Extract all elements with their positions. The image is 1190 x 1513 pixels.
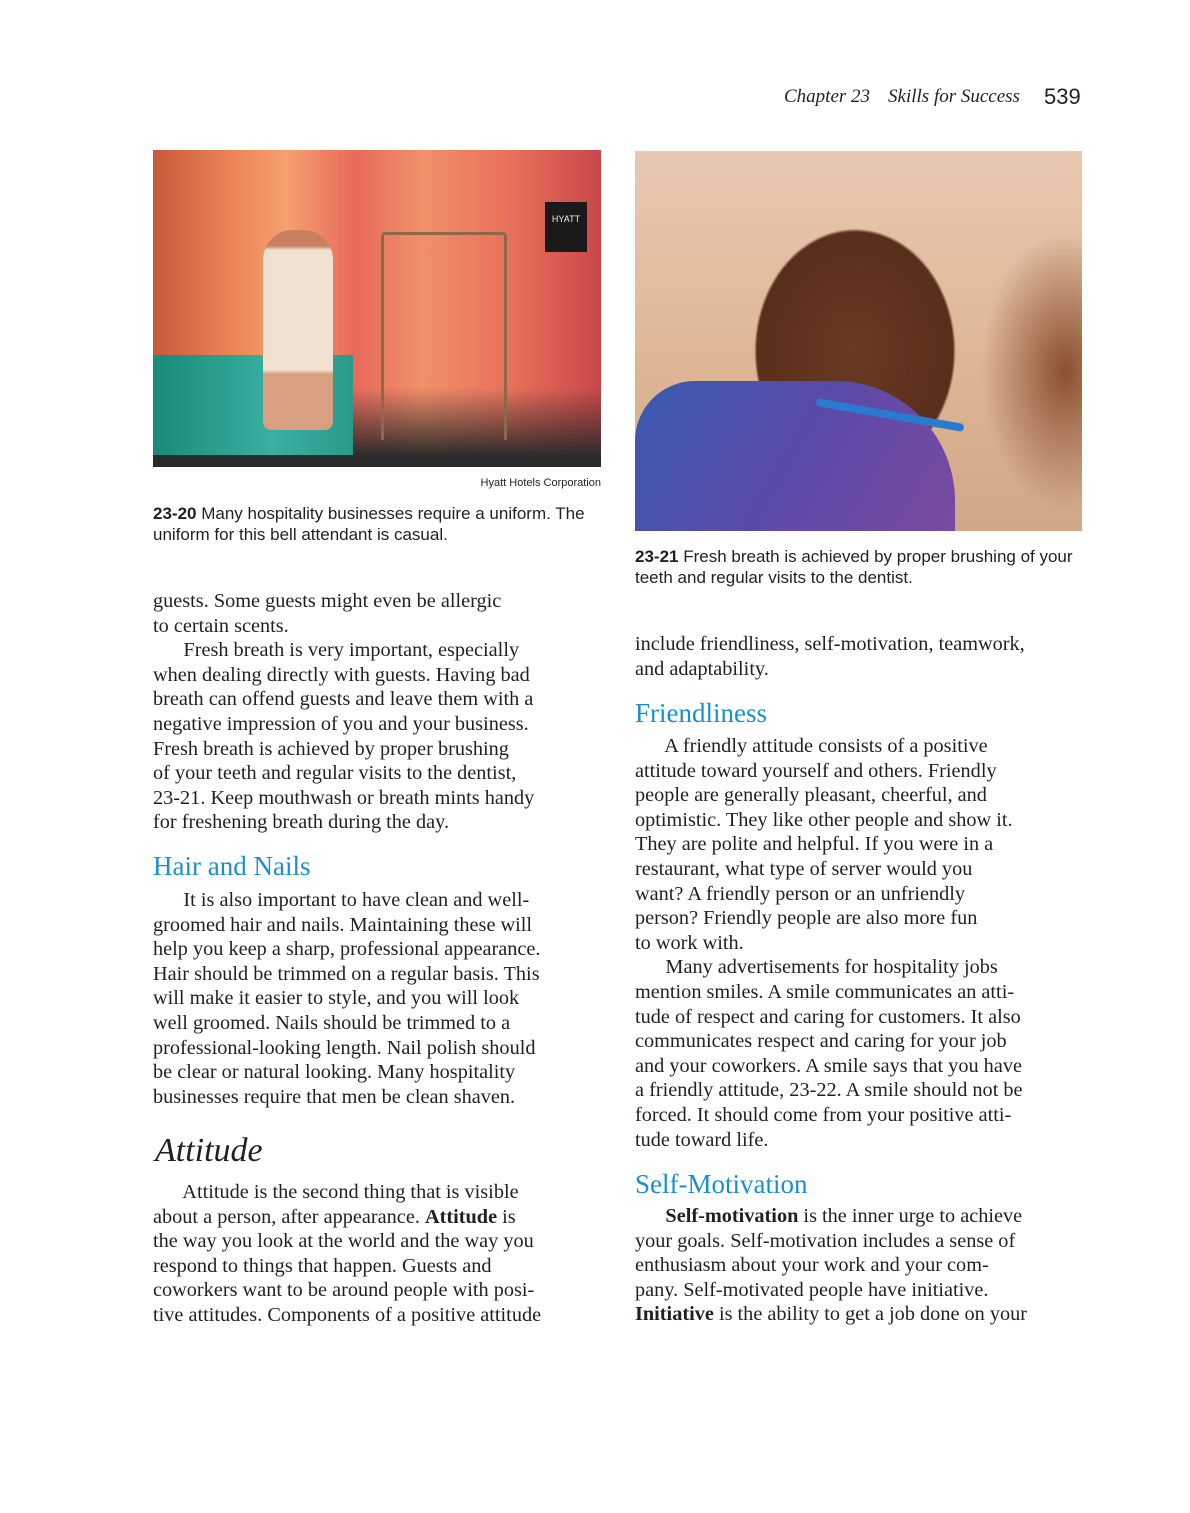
text-line [635,1029,1023,1054]
text-line [635,980,1023,1005]
text-run: people are generally pleasant, cheerful, and [635,784,987,807]
text-run: A friendly attitude consists of a positive [635,735,988,757]
text-line [153,962,540,987]
text-line [153,663,534,688]
paragraph-block [153,888,540,1109]
text-run: well groomed. Nails should be trimmed to a [153,1011,511,1034]
running-header [784,86,1038,108]
text-line [153,712,534,737]
text-line [153,1303,541,1328]
text-line [635,1204,1027,1229]
text-run: and your coworkers. A smile says that you have [635,1054,1022,1077]
text-line [635,1103,1023,1128]
text-run: be clear or natural looking. Many hospitality [153,1061,516,1084]
text-run: want? A friendly person or an unfriendly [635,882,966,905]
caption-text: Many hospitality businesses require a uniform. The uniform for this bell attendant is casual. [153,504,585,544]
text-run: negative impression of you and your business. [153,712,529,735]
text-line [635,832,1023,857]
text-run: mention smiles. A smile communicates an atti- [635,980,1015,1003]
text-run: Many advertisements for hospitality jobs [635,956,998,979]
text-run: is [497,1205,516,1228]
text-run: is the ability to get a job done on your [713,1303,1028,1326]
towel [635,381,955,531]
text-run: Fresh breath is achieved by proper brushing [153,737,509,760]
text-run: professional-looking length. Nail polish should [153,1036,536,1059]
text-line [635,1054,1023,1079]
heading-attitude: Attitude [155,1132,263,1169]
text-line [153,1036,540,1061]
text-line [635,1229,1027,1254]
text-run [635,1205,665,1227]
text-line [153,761,534,786]
heading-hair-and-nails: Hair and Nails [153,851,311,881]
figure-caption-23-20 [153,503,613,545]
text-run: to certain scents. [153,614,289,637]
text-run: restaurant, what type of server would you [635,857,973,880]
text-line [635,857,1023,882]
paragraph-block [153,1180,541,1328]
text-run: Hair should be trimmed on a regular basis. This [153,962,540,985]
text-line [153,737,534,762]
text-line [635,1278,1027,1303]
text-line [635,1253,1027,1278]
text-line [635,657,1025,682]
text-run: include friendliness, self-motivation, teamwork, [635,633,1025,655]
text-line [153,638,534,663]
text-line [635,1128,1023,1153]
text-line [153,1205,541,1230]
text-line [153,687,534,712]
bold-term: Attitude [424,1205,498,1228]
text-run: 23-21. Keep mouthwash or breath mints handy [153,786,535,809]
text-run: tude toward life. [635,1128,769,1151]
text-line [153,1011,540,1036]
text-run: guests. Some guests might even be allergic [153,590,502,612]
text-line [153,1060,540,1085]
text-line [153,1254,541,1279]
text-run: and adaptability. [635,657,769,680]
caption-text: Fresh breath is achieved by proper brushing of your teeth and regular visits to the dentist. [635,547,1073,587]
text-run: the way you look at the world and the way you [153,1230,534,1253]
text-run: forced. It should come from your positive atti- [635,1103,1012,1126]
page-number: 539 [1044,84,1081,109]
text-line [635,734,1023,759]
text-run: a friendly attitude, 23-22. A smile should not be [635,1079,1023,1102]
text-run: breath can offend guests and leave them with a [153,688,534,711]
text-run: to work with. [635,931,744,954]
text-line [153,786,534,811]
text-run: businesses require that men be clean shaven. [153,1085,516,1108]
text-run: is the inner urge to achieve [798,1205,1023,1227]
text-run: groomed hair and nails. Maintaining these will [153,913,533,936]
paragraph-block [635,734,1023,1152]
text-line [153,1278,541,1303]
text-run: of your teeth and regular visits to the dentist, [153,762,517,785]
text-run: Attitude is the second thing that is visible [153,1181,519,1203]
text-line [635,906,1023,931]
text-run: when dealing directly with guests. Having bad [153,663,530,686]
text-run: enthusiasm about your work and your com- [635,1254,989,1277]
text-line [635,1302,1027,1327]
text-line [153,1229,541,1254]
text-run: Fresh breath is very important, especially [153,639,520,662]
text-line [635,1078,1023,1103]
figure-number: 23-21 [635,547,679,566]
bell-attendant-photo [153,150,601,467]
text-run: pany. Self-motivated people have initiative. [635,1278,989,1301]
text-run: respond to things that happen. Guests and [153,1254,492,1277]
heading-friendliness: Friendliness [635,698,767,728]
text-line [635,882,1023,907]
text-line [635,759,1023,784]
bold-term: Self-motivation [665,1205,799,1227]
paragraph-block [635,1204,1027,1327]
text-line [153,589,534,614]
text-run: attitude toward yourself and others. Friendly [635,759,997,782]
text-line [635,783,1023,808]
text-run: will make it easier to style, and you will look [153,987,520,1010]
chapter-title: Skills for Success [888,86,1020,107]
bold-term: Initiative [635,1303,714,1326]
paragraph-block [635,632,1025,681]
text-line [635,632,1025,657]
figure-caption-23-21 [635,546,1095,588]
text-line [153,1180,541,1205]
text-run: They are polite and helpful. If you were in a [635,833,994,856]
luggage-cart [381,232,507,440]
chapter-label: Chapter 23 [784,86,871,107]
text-run: coworkers want to be around people with posi- [153,1279,535,1302]
heading-self-motivation: Self-Motivation [635,1169,808,1199]
bell-attendant [263,230,333,430]
text-line [153,1085,540,1110]
text-line [635,1005,1023,1030]
text-run: communicates respect and caring for your job [635,1030,1007,1053]
text-run: for freshening breath during the day. [153,811,450,834]
text-run: optimistic. They like other people and show it. [635,808,1013,831]
text-line [153,810,534,835]
text-run: person? Friendly people are also more fun [635,907,978,930]
text-line [635,931,1023,956]
text-line [153,614,534,639]
text-line [635,808,1023,833]
text-run: It is also important to have clean and well- [153,889,530,911]
paragraph-block [153,589,534,835]
figure-number: 23-20 [153,504,197,523]
girl-brushing-teeth-photo [635,151,1082,531]
text-line [153,888,540,913]
text-run: your goals. Self-motivation includes a sense of [635,1229,1016,1252]
text-run: about a person, after appearance. [153,1205,425,1228]
text-run: help you keep a sharp, professional appearance. [153,938,541,961]
photo-credit: Hyatt Hotels Corporation [480,477,601,489]
text-run: tive attitudes. Components of a positive attitude [153,1303,542,1326]
text-line [153,986,540,1011]
text-line [153,937,540,962]
text-line [153,913,540,938]
text-line [635,955,1023,980]
hotel-sign: HYATT [545,202,587,252]
text-run: tude of respect and caring for customers. It also [635,1005,1021,1028]
